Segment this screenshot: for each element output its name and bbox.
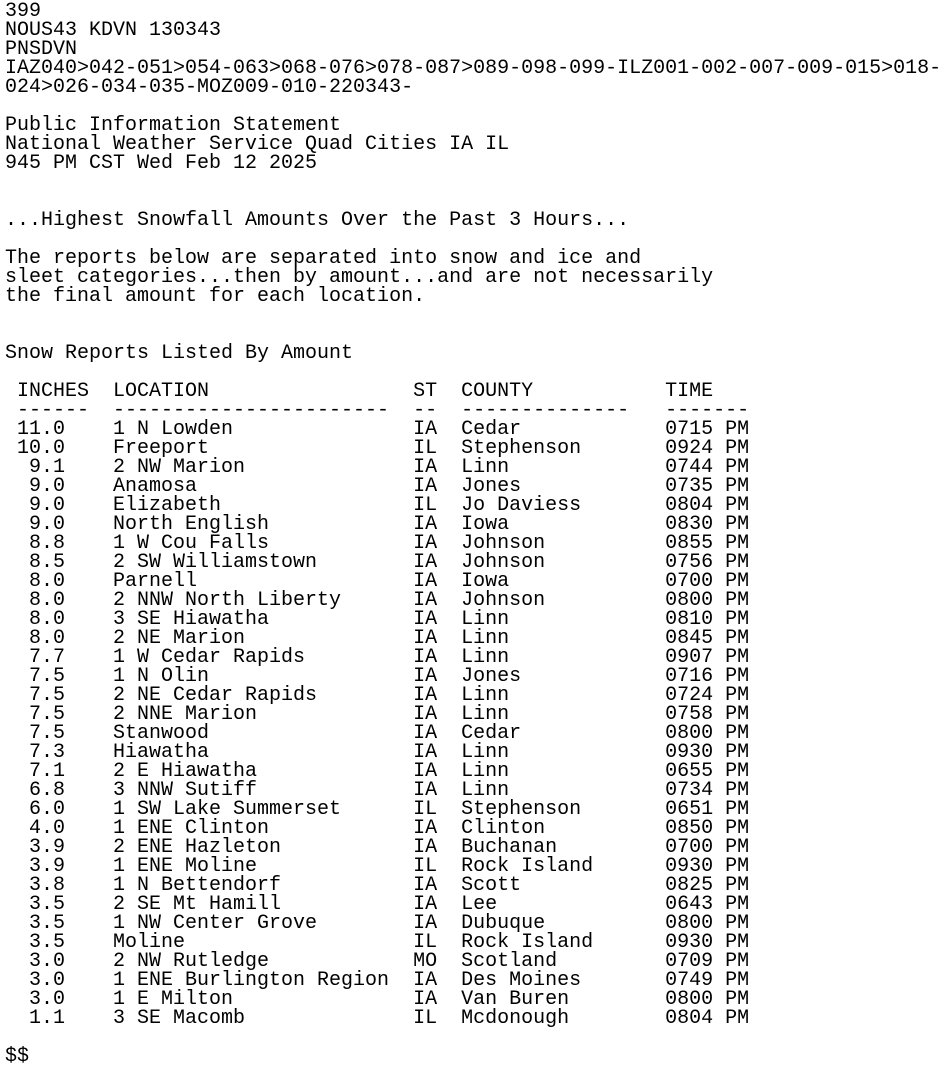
table-row: 8.8 1 W Cou Falls IA Johnson 0855 PM [5, 532, 750, 555]
table-row: 9.1 2 NW Marion IA Linn 0744 PM [5, 456, 750, 479]
header-line: 024>026-034-035-MOZ009-010-220343- [5, 76, 414, 99]
table-header-rule: ------ ----------------------- -- -------------- ------- [5, 399, 750, 422]
header-line [5, 306, 943, 325]
table-row: 6.8 3 NNW Sutiff IA Linn 0734 PM [5, 779, 750, 802]
header-line: NOUS43 KDVN 130343 [5, 19, 222, 42]
table-row: 7.7 1 W Cedar Rapids IA Linn 0907 PM [5, 646, 750, 669]
header-line: The reports below are separated into snow and ice and [5, 247, 642, 270]
table-row: 3.5 1 NW Center Grove IA Dubuque 0800 PM [5, 912, 750, 935]
table-row: 3.0 1 ENE Burlington Region IA Des Moines 0749 PM [5, 969, 750, 992]
table-header: INCHES LOCATION ST COUNTY TIME [5, 380, 714, 403]
table-row: 10.0 Freeport IL Stephenson 0924 PM [5, 437, 750, 460]
header-line: IAZ040>042-051>054-063>068-076>078-087>089-098-099-ILZ001-002-007-009-015>018- [5, 57, 942, 80]
table-row: 3.5 Moline IL Rock Island 0930 PM [5, 931, 750, 954]
table-row: 9.0 North English IA Iowa 0830 PM [5, 513, 750, 536]
header-line: Public Information Statement [5, 114, 342, 137]
table-row: 8.0 2 NNW North Liberty IA Johnson 0800 PM [5, 589, 750, 612]
table-row: 7.1 2 E Hiawatha IA Linn 0655 PM [5, 760, 750, 783]
footer-line [5, 1028, 943, 1047]
table-row: 3.0 1 E Milton IA Van Buren 0800 PM [5, 988, 750, 1011]
table-row: 6.0 1 SW Lake Summerset IL Stephenson 0651 PM [5, 798, 750, 821]
header-line: PNSDVN [5, 38, 78, 61]
table-row: 9.0 Anamosa IA Jones 0735 PM [5, 475, 750, 498]
table-row: 8.0 Parnell IA Iowa 0700 PM [5, 570, 750, 593]
header-line: National Weather Service Quad Cities IA IL [5, 133, 510, 156]
table-row: 1.1 3 SE Macomb IL Mcdonough 0804 PM [5, 1007, 750, 1030]
header-line: ...Highest Snowfall Amounts Over the Past 3 Hours... [5, 209, 630, 232]
table-row: 11.0 1 N Lowden IA Cedar 0715 PM [5, 418, 750, 441]
table-row: 3.5 2 SE Mt Hamill IA Lee 0643 PM [5, 893, 750, 916]
table-row: 8.0 3 SE Hiawatha IA Linn 0810 PM [5, 608, 750, 631]
table-row: 3.8 1 N Bettendorf IA Scott 0825 PM [5, 874, 750, 897]
header-line: 945 PM CST Wed Feb 12 2025 [5, 152, 318, 175]
table-row: 3.9 2 ENE Hazleton IA Buchanan 0700 PM [5, 836, 750, 859]
header-line: Snow Reports Listed By Amount [5, 342, 354, 365]
header-line: the final amount for each location. [5, 285, 426, 308]
table-row: 8.5 2 SW Williamstown IA Johnson 0756 PM [5, 551, 750, 574]
table-row: 7.5 2 NNE Marion IA Linn 0758 PM [5, 703, 750, 726]
end-marker: $$ [5, 1045, 30, 1068]
table-row: 3.9 1 ENE Moline IL Rock Island 0930 PM [5, 855, 750, 878]
header-line: 399 [5, 0, 42, 23]
header-line: sleet categories...then by amount...and are not necessarily [5, 266, 714, 289]
table-row: 7.5 1 N Olin IA Jones 0716 PM [5, 665, 750, 688]
table-row: 7.3 Hiawatha IA Linn 0930 PM [5, 741, 750, 764]
table-row: 7.5 Stanwood IA Cedar 0800 PM [5, 722, 750, 745]
table-row: 4.0 1 ENE Clinton IA Clinton 0850 PM [5, 817, 750, 840]
table-row: 7.5 2 NE Cedar Rapids IA Linn 0724 PM [5, 684, 750, 707]
header-line [5, 173, 943, 192]
table-row: 3.0 2 NW Rutledge MO Scotland 0709 PM [5, 950, 750, 973]
table-row: 9.0 Elizabeth IL Jo Daviess 0804 PM [5, 494, 750, 517]
table-row: 8.0 2 NE Marion IA Linn 0845 PM [5, 627, 750, 650]
